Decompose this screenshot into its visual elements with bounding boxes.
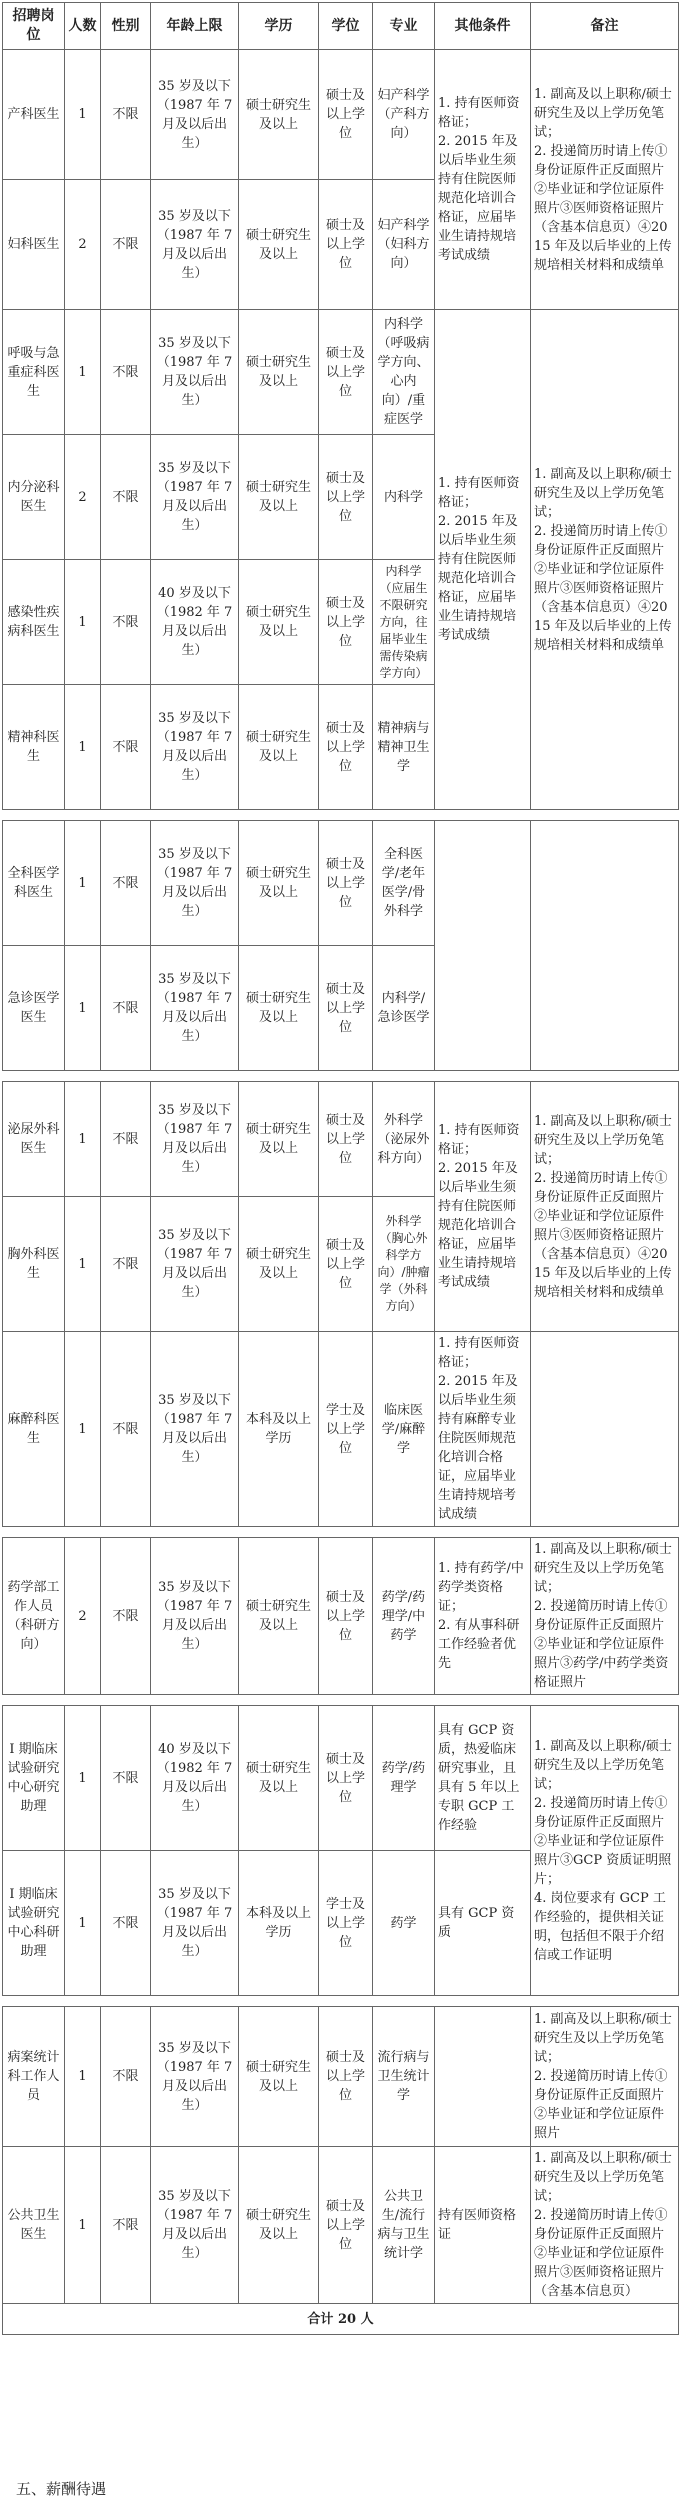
post-cell: 产科医生 [3,50,65,180]
age-cell: 35 岁及以下（1987 年 7 月及以后出生） [151,1332,239,1527]
major-cell: 药学/药理学/中药学 [373,1538,435,1695]
post-cell: 病案统计科工作人员 [3,2007,65,2147]
gender-cell: 不限 [101,50,151,180]
gender-cell: 不限 [101,821,151,946]
notes-cell: 1. 副高及以上职称/硕士研究生及以上学历免笔试； 2. 投递简历时请上传①身份证原件正反面照片②毕业证和学位证原件照片③GCP 资质证明照片； 4. 岗位要求有 GCP 工作经验的，提供相关证明，包括但不限于介绍信或工作证明 [531,1706,679,1996]
education-cell: 硕士研究生及以上 [239,685,319,810]
education-cell: 硕士研究生及以上 [239,2147,319,2304]
column-header: 学历 [239,3,319,50]
separator-cell [3,1695,679,1706]
post-cell: 内分泌科医生 [3,435,65,560]
major-cell: 外科学（胸心外科学方向）/肿瘤学（外科方向） [373,1197,435,1332]
age-cell: 35 岁及以下（1987 年 7 月及以后出生） [151,685,239,810]
table-row [3,50,679,180]
recruitment-table-page [2,2,678,2498]
count-cell: 1 [65,310,101,435]
education-cell: 硕士研究生及以上 [239,1082,319,1197]
notes-cell: 1. 副高及以上职称/硕士研究生及以上学历免笔试； 2. 投递简历时请上传①身份证原件正反面照片②毕业证和学位证原件照片③药学/中药学类资格证照片 [531,1538,679,1695]
degree-cell: 硕士及以上学位 [319,1538,373,1695]
age-cell: 35 岁及以下（1987 年 7 月及以后出生） [151,1538,239,1695]
gender-cell: 不限 [101,560,151,685]
education-cell: 硕士研究生及以上 [239,821,319,946]
count-cell: 1 [65,50,101,180]
gender-cell: 不限 [101,310,151,435]
notes-cell: 1. 副高及以上职称/硕士研究生及以上学历免笔试； 2. 投递简历时请上传①身份证原件正反面照片②毕业证和学位证原件照片 [531,2007,679,2147]
column-header: 备注 [531,3,679,50]
degree-cell: 硕士及以上学位 [319,310,373,435]
post-cell: 急诊医学医生 [3,946,65,1071]
major-cell: 公共卫生/流行病与卫生统计学 [373,2147,435,2304]
group-separator [3,810,679,821]
degree-cell: 硕士及以上学位 [319,435,373,560]
notes-cell: 1. 副高及以上职称/硕士研究生及以上学历免笔试； 2. 投递简历时请上传①身份证原件正反面照片②毕业证和学位证原件照片③医师资格证照片（含基本信息页） [531,2147,679,2304]
column-header: 招聘岗位 [3,3,65,50]
count-cell: 1 [65,2007,101,2147]
column-header: 年龄上限 [151,3,239,50]
post-cell: 药学部工作人员（科研方向） [3,1538,65,1695]
other-conditions-cell: 1. 持有医师资格证； 2. 2015 年及以后毕业生须持有麻醉专业住院医师规范化培训合格证，应届毕业生请持规培考试成绩 [435,1332,531,1527]
other-conditions-cell: 持有医师资格证 [435,2147,531,2304]
education-cell: 硕士研究生及以上 [239,2007,319,2147]
degree-cell: 硕士及以上学位 [319,2007,373,2147]
post-cell: 公共卫生医生 [3,2147,65,2304]
post-cell: 全科医学科医生 [3,821,65,946]
count-cell: 2 [65,1538,101,1695]
gender-cell: 不限 [101,1082,151,1197]
major-cell: 精神病与精神卫生学 [373,685,435,810]
age-cell: 35 岁及以下（1987 年 7 月及以后出生） [151,310,239,435]
degree-cell: 硕士及以上学位 [319,821,373,946]
major-cell: 内科学 [373,435,435,560]
major-cell: 内科学（呼吸病学方向、心内向）/重症医学 [373,310,435,435]
degree-cell: 硕士及以上学位 [319,1082,373,1197]
other-conditions-cell [435,2007,531,2147]
gender-cell: 不限 [101,435,151,560]
table-row [3,821,679,946]
separator-cell [3,1071,679,1082]
age-cell: 35 岁及以下（1987 年 7 月及以后出生） [151,2147,239,2304]
table-row [3,2007,679,2147]
table-row [3,1332,679,1527]
post-cell: I 期临床试验研究中心研究助理 [3,1706,65,1851]
degree-cell: 学士及以上学位 [319,1332,373,1527]
count-cell: 1 [65,560,101,685]
table-row [3,2147,679,2304]
count-cell: 2 [65,435,101,560]
other-conditions-cell [435,821,531,1071]
gender-cell: 不限 [101,685,151,810]
age-cell: 35 岁及以下（1987 年 7 月及以后出生） [151,1197,239,1332]
column-header: 学位 [319,3,373,50]
gender-cell: 不限 [101,2007,151,2147]
column-header: 性别 [101,3,151,50]
age-cell: 35 岁及以下（1987 年 7 月及以后出生） [151,180,239,310]
degree-cell: 硕士及以上学位 [319,2147,373,2304]
recruitment-table [2,2,679,2335]
major-cell: 流行病与卫生统计学 [373,2007,435,2147]
degree-cell: 硕士及以上学位 [319,1706,373,1851]
education-cell: 硕士研究生及以上 [239,560,319,685]
other-conditions-cell: 具有 GCP 资质 [435,1851,531,1996]
age-cell: 35 岁及以下（1987 年 7 月及以后出生） [151,50,239,180]
notes-cell: 1. 副高及以上职称/硕士研究生及以上学历免笔试； 2. 投递简历时请上传①身份证原件正反面照片②毕业证和学位证原件照片③医师资格证照片（含基本信息页）④2015 年及以后毕业的上传规培相关材料和成绩单 [531,310,679,810]
notes-cell: 1. 副高及以上职称/硕士研究生及以上学历免笔试； 2. 投递简历时请上传①身份证原件正反面照片②毕业证和学位证原件照片③医师资格证照片（含基本信息页）④2015 年及以后毕业的上传规培相关材料和成绩单 [531,50,679,310]
education-cell: 硕士研究生及以上 [239,1538,319,1695]
section-heading: 五、薪酬待遇 [16,2480,107,2498]
major-cell: 外科学（泌尿外科方向） [373,1082,435,1197]
post-cell: 泌尿外科医生 [3,1082,65,1197]
gender-cell: 不限 [101,2147,151,2304]
separator-cell [3,810,679,821]
column-header: 其他条件 [435,3,531,50]
total-cell: 合计 20 人 [3,2304,679,2335]
group-separator [3,1527,679,1538]
group-separator [3,1071,679,1082]
education-cell: 本科及以上学历 [239,1851,319,1996]
age-cell: 35 岁及以下（1987 年 7 月及以后出生） [151,946,239,1071]
degree-cell: 硕士及以上学位 [319,50,373,180]
major-cell: 药学 [373,1851,435,1996]
count-cell: 2 [65,180,101,310]
other-conditions-cell: 1. 持有药学/中药学类资格证； 2. 有从事科研工作经验者优先 [435,1538,531,1695]
other-conditions-cell: 1. 持有医师资格证； 2. 2015 年及以后毕业生须持有住院医师规范化培训合格证，应届毕业生请持规培考试成绩 [435,310,531,810]
other-conditions-cell: 具有 GCP 资质，热爱临床研究事业，且具有 5 年以上专职 GCP 工作经验 [435,1706,531,1851]
table-row [3,1538,679,1695]
post-cell: 感染性疾病科医生 [3,560,65,685]
education-cell: 硕士研究生及以上 [239,310,319,435]
other-conditions-cell: 1. 持有医师资格证； 2. 2015 年及以后毕业生须持有住院医师规范化培训合格证，应届毕业生请持规培考试成绩 [435,50,531,310]
count-cell: 1 [65,1851,101,1996]
count-cell: 1 [65,1332,101,1527]
post-cell: 呼吸与急重症科医生 [3,310,65,435]
age-cell: 40 岁及以下（1982 年 7 月及以后出生） [151,1706,239,1851]
major-cell: 全科医学/老年医学/骨外科学 [373,821,435,946]
notes-cell [531,1332,679,1527]
total-row [3,2304,679,2335]
age-cell: 35 岁及以下（1987 年 7 月及以后出生） [151,2007,239,2147]
separator-cell [3,1527,679,1538]
post-cell: 妇科医生 [3,180,65,310]
major-cell: 内科学/急诊医学 [373,946,435,1071]
major-cell: 妇产科学（妇科方向） [373,180,435,310]
post-cell: 精神科医生 [3,685,65,810]
gender-cell: 不限 [101,1332,151,1527]
education-cell: 本科及以上学历 [239,1332,319,1527]
education-cell: 硕士研究生及以上 [239,946,319,1071]
age-cell: 35 岁及以下（1987 年 7 月及以后出生） [151,1851,239,1996]
count-cell: 1 [65,1197,101,1332]
major-cell: 妇产科学（产科方向） [373,50,435,180]
degree-cell: 学士及以上学位 [319,1851,373,1996]
column-header: 人数 [65,3,101,50]
table-row [3,1706,679,1851]
age-cell: 40 岁及以下（1982 年 7 月及以后出生） [151,560,239,685]
post-cell: I 期临床试验研究中心科研助理 [3,1851,65,1996]
education-cell: 硕士研究生及以上 [239,1706,319,1851]
table-row [3,310,679,435]
age-cell: 35 岁及以下（1987 年 7 月及以后出生） [151,435,239,560]
education-cell: 硕士研究生及以上 [239,435,319,560]
gender-cell: 不限 [101,1851,151,1996]
gender-cell: 不限 [101,1538,151,1695]
count-cell: 1 [65,1706,101,1851]
post-cell: 麻醉科医生 [3,1332,65,1527]
education-cell: 硕士研究生及以上 [239,1197,319,1332]
gender-cell: 不限 [101,180,151,310]
age-cell: 35 岁及以下（1987 年 7 月及以后出生） [151,821,239,946]
count-cell: 1 [65,2147,101,2304]
major-cell: 药学/药理学 [373,1706,435,1851]
degree-cell: 硕士及以上学位 [319,180,373,310]
group-separator [3,1996,679,2007]
group-separator [3,1695,679,1706]
count-cell: 1 [65,1082,101,1197]
gender-cell: 不限 [101,1706,151,1851]
other-conditions-cell: 1. 持有医师资格证； 2. 2015 年及以后毕业生须持有住院医师规范化培训合格证，应届毕业生请持规培考试成绩 [435,1082,531,1332]
count-cell: 1 [65,685,101,810]
major-cell: 内科学（应届生不限研究方向，往届毕业生需传染病学方向） [373,560,435,685]
notes-cell: 1. 副高及以上职称/硕士研究生及以上学历免笔试； 2. 投递简历时请上传①身份证原件正反面照片②毕业证和学位证原件照片③医师资格证照片（含基本信息页）④2015 年及以后毕业的上传规培相关材料和成绩单 [531,1082,679,1332]
degree-cell: 硕士及以上学位 [319,946,373,1071]
column-header: 专业 [373,3,435,50]
count-cell: 1 [65,946,101,1071]
gender-cell: 不限 [101,946,151,1071]
degree-cell: 硕士及以上学位 [319,560,373,685]
age-cell: 35 岁及以下（1987 年 7 月及以后出生） [151,1082,239,1197]
education-cell: 硕士研究生及以上 [239,180,319,310]
table-row [3,1082,679,1197]
degree-cell: 硕士及以上学位 [319,1197,373,1332]
notes-cell [531,821,679,1071]
education-cell: 硕士研究生及以上 [239,50,319,180]
degree-cell: 硕士及以上学位 [319,685,373,810]
count-cell: 1 [65,821,101,946]
major-cell: 临床医学/麻醉学 [373,1332,435,1527]
post-cell: 胸外科医生 [3,1197,65,1332]
gender-cell: 不限 [101,1197,151,1332]
header-row [3,3,679,50]
separator-cell [3,1996,679,2007]
